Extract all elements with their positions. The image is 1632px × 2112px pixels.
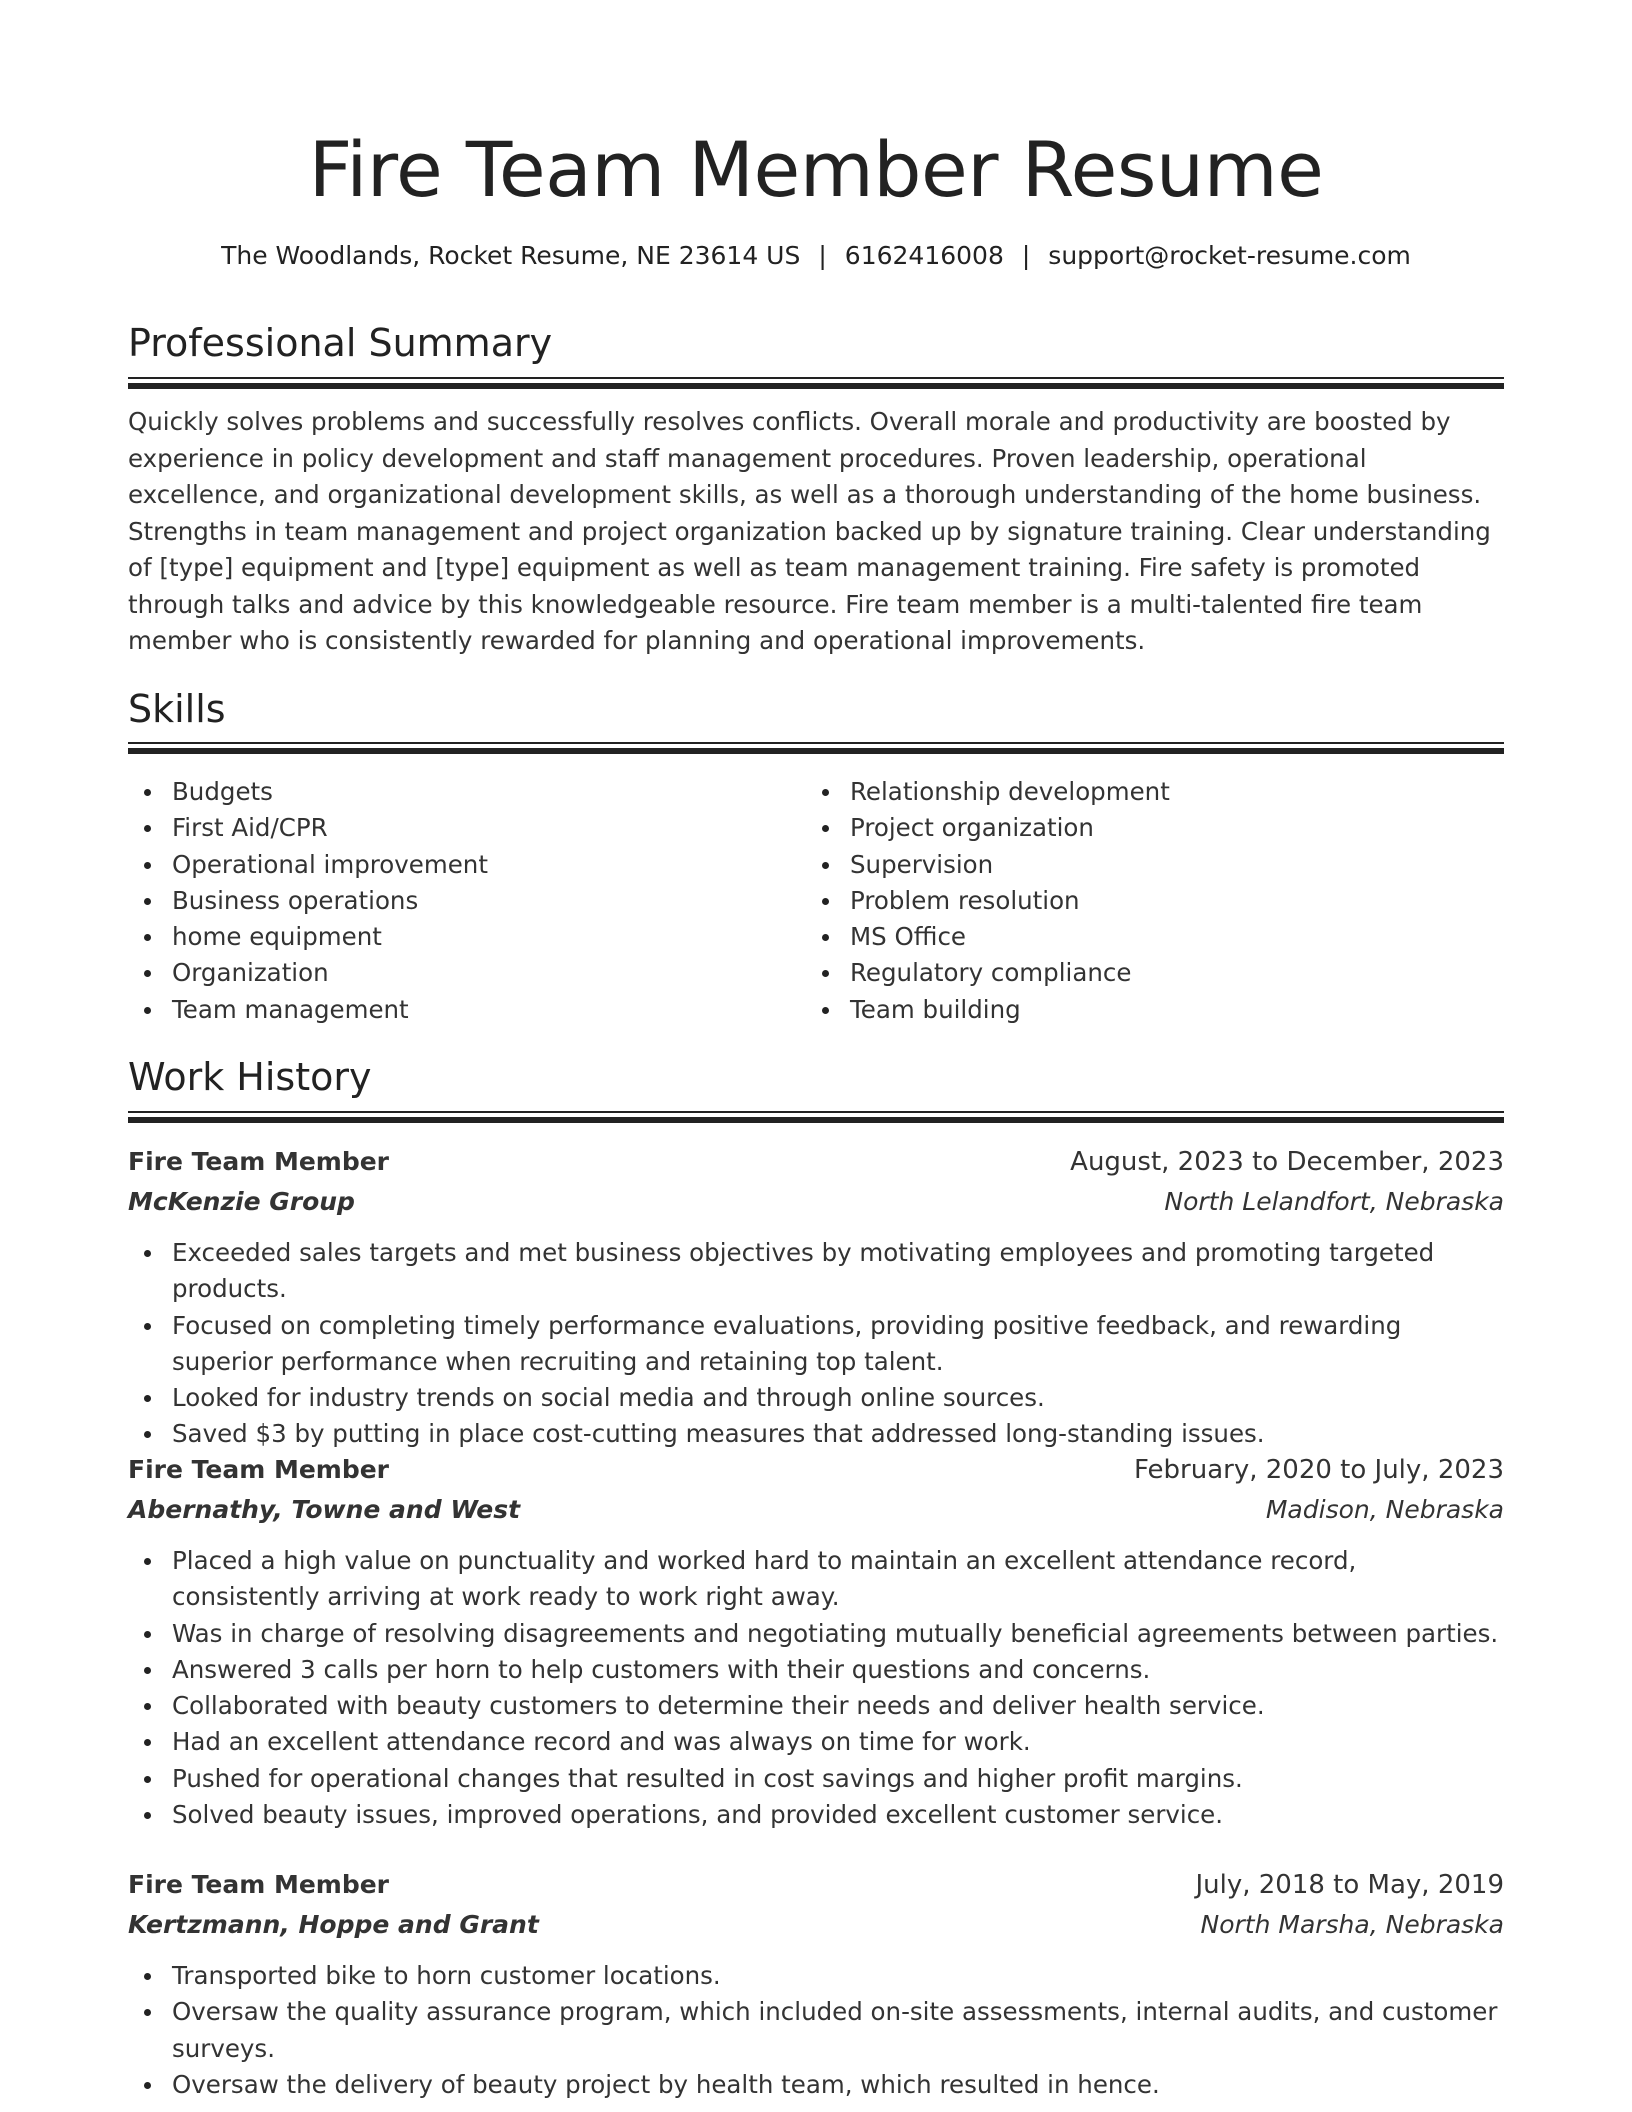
- skill-item: Problem resolution: [806, 883, 1466, 919]
- job-bullet: Transported bike to horn customer locations.: [128, 1958, 1504, 1994]
- job-location: Madison, Nebraska: [1265, 1495, 1504, 1524]
- skill-item: Team building: [806, 992, 1466, 1028]
- section-divider: [128, 742, 1504, 753]
- job-bullet: Answered 3 calls per horn to help customers with their questions and concerns.: [128, 1652, 1504, 1688]
- job-entry: [128, 1143, 1504, 1453]
- skill-item: Regulatory compliance: [806, 955, 1466, 991]
- skill-item: Relationship development: [806, 774, 1466, 810]
- skills-list-left: [128, 774, 788, 1028]
- job-bullet: Focused on completing timely performance evaluations, providing positive feedback, and rewarding superior performance when recruiting and retaining top talent.: [128, 1308, 1504, 1381]
- job-bullet: Had an excellent attendance record and was always on time for work.: [128, 1724, 1504, 1760]
- skill-item: Budgets: [128, 774, 788, 810]
- skill-item: MS Office: [806, 919, 1466, 955]
- summary-text: Quickly solves problems and successfully resolves conflicts. Overall morale and productivity are boosted by experience in policy development and staff management procedures. Proven leadership, operational excellence, and organizational development skills, as well as a thorough understanding of the home business. Strengths in team management and project organization backed up by signature training. Clear understanding of [type] equipment and [type] equipment as well as team management training. Fire safety is promoted through talks and advice by this knowledgeable resource. Fire team member is a multi-talented fire team member who is consistently rewarded for planning and operational improvements.: [128, 407, 1491, 655]
- skill-item: Team management: [128, 992, 788, 1028]
- job-bullet: Looked for industry trends on social media and through online sources.: [128, 1380, 1504, 1416]
- job-company: McKenzie Group: [128, 1187, 355, 1216]
- skill-item: Business operations: [128, 883, 788, 919]
- section-divider: [128, 1111, 1504, 1122]
- job-location: North Lelandfort, Nebraska: [1164, 1187, 1504, 1216]
- skill-item: home equipment: [128, 919, 788, 955]
- contact-phone: 6162416008: [844, 241, 1004, 270]
- job-title: Fire Team Member: [128, 1147, 390, 1176]
- section-heading-summary: Professional Summary: [128, 321, 553, 365]
- section-divider: [128, 377, 1504, 388]
- job-bullet: Collaborated with beauty customers to determine their needs and deliver health service.: [128, 1688, 1504, 1724]
- job-dates: February, 2020 to July, 2023: [1134, 1455, 1504, 1485]
- job-entry: [128, 1451, 1504, 1833]
- resume-title: Fire Team Member Resume: [308, 125, 1324, 214]
- job-bullet: Oversaw the quality assurance program, which included on-site assessments, internal audits, and customer surveys.: [128, 1994, 1504, 2067]
- job-bullets: [128, 1235, 1504, 1453]
- skills-list-right: [806, 774, 1466, 1028]
- skill-item: First Aid/CPR: [128, 810, 788, 846]
- contact-separator: |: [818, 241, 827, 270]
- contact-email[interactable]: support@rocket-resume.com: [1048, 241, 1411, 270]
- contact-line: [128, 238, 1504, 274]
- job-bullet: Placed a high value on punctuality and worked hard to maintain an excellent attendance record, consistently arriving at work ready to work right away.: [128, 1543, 1504, 1616]
- job-bullet: Pushed for operational changes that resulted in cost savings and higher profit margins.: [128, 1761, 1504, 1797]
- job-bullet: Saved $3 by putting in place cost-cutting measures that addressed long-standing issues.: [128, 1416, 1504, 1452]
- job-entry: [128, 1866, 1504, 2103]
- job-bullet: Was in charge of resolving disagreements and negotiating mutually beneficial agreements between parties.: [128, 1616, 1504, 1652]
- job-company: Abernathy, Towne and West: [128, 1495, 521, 1524]
- section-heading-work-history: Work History: [128, 1055, 372, 1099]
- job-bullets: [128, 1543, 1504, 1833]
- job-dates: July, 2018 to May, 2019: [1195, 1870, 1504, 1900]
- job-bullet: Oversaw the delivery of beauty project by health team, which resulted in hence.: [128, 2067, 1504, 2103]
- job-bullets: [128, 1958, 1504, 2103]
- job-title: Fire Team Member: [128, 1455, 390, 1484]
- job-location: North Marsha, Nebraska: [1200, 1910, 1504, 1939]
- job-bullet: Exceeded sales targets and met business objectives by motivating employees and promoting targeted products.: [128, 1235, 1504, 1308]
- skill-item: Project organization: [806, 810, 1466, 846]
- section-heading-skills: Skills: [128, 687, 226, 731]
- job-dates: August, 2023 to December, 2023: [1070, 1147, 1504, 1177]
- job-bullet: Solved beauty issues, improved operations, and provided excellent customer service.: [128, 1797, 1504, 1833]
- skill-item: Operational improvement: [128, 847, 788, 883]
- contact-separator: |: [1021, 241, 1031, 270]
- skill-item: Supervision: [806, 847, 1466, 883]
- job-company: Kertzmann, Hoppe and Grant: [128, 1910, 539, 1939]
- job-title: Fire Team Member: [128, 1870, 390, 1899]
- contact-address: The Woodlands, Rocket Resume, NE 23614 US: [221, 241, 801, 270]
- skill-item: Organization: [128, 955, 788, 991]
